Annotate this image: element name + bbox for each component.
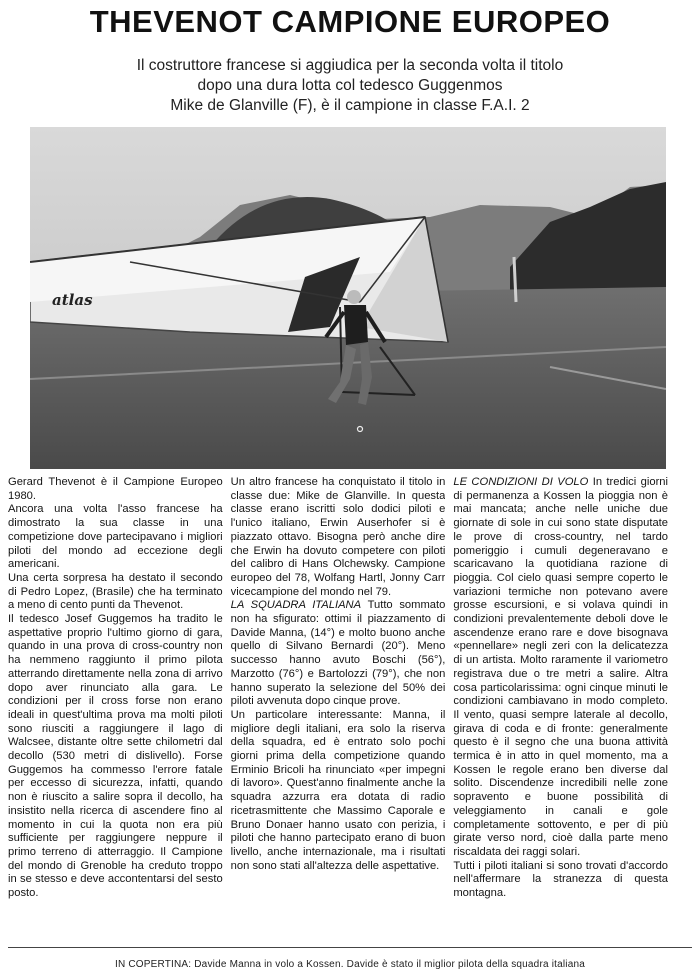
subtitle-line-2: dopo una dura lotta col tedesco Guggenmos [197, 77, 503, 94]
col3-paragraph-text: In tredici giorni di permanenza a Kossen la pioggia non è mai mancata; anche nelle uniche due giornate di sole in cui sono state disputate le prove di cross-country, nel tardo pomeriggio i cumuli degeneravano e scaricavano la quotidiana razione di pioggia. Col cielo quasi sempre coperto le variazioni termiche non potevano avere grosse escursioni, e si volava quindi in condizioni prevalentemente deboli dove le ascendenze erano rare e dove bisognava «pennellare» negli zeri con la delicatezza di un artista. Molto raramente il variometro registrava due o tre metri a salire. Altra cosa particolarissima: ogni cinque minuti le condizioni cambiavano in modo completo. Il vento, quasi sempre laterale al decollo, girava di coda e di fronte: generalmente questo è il segno che una buona attività termica è in atto in quel momento, ma a Kossen le regole erano ben diverse dal solito. Discendenze incredibili nelle zone sopravento e buone possibilità di veleggiamento in canali e gole completamente sottovento, e per di più girate verso nord, cioè dalla parte meno riscaldata dei raggi solari. [453, 476, 669, 858]
col1-paragraph: Gerard Thevenot è il Campione Europeo 1980. [8, 476, 223, 502]
col1-paragraph: Ancora una volta l'asso francese ha dimostrato la sua classe in una competizione dove partecipavano i migliori piloti del mondo ad eccezione degli americani. [8, 503, 223, 571]
col3-paragraph [453, 476, 668, 860]
caption-divider [8, 947, 692, 948]
section-heading-condizioni: LE CONDIZIONI DI VOLO [453, 476, 589, 488]
col2-paragraph: Un particolare interessante: Manna, il migliore degli italiani, era solo la riserva della squadra, ed è entrato solo pochi giorni prima della competizione quando Erminio Bricoli ha rinunciato «per impegni di lavoro». Quest'anno finalmente anche la squadra azzurra era dotata di radio ricetrasmittente che Massimo Caporale e Bruno Donaer hanno usato con perizia, i piloti che hanno partecipato erano di buon livello, anche internazionale, ma i risultati non sono stati all'altezza delle aspettative. [230, 708, 446, 872]
col1-paragraph: Una certa sorpresa ha destato il secondo di Pedro Lopez, (Brasile) che ha terminato a meno di cento punti da Thevenot. [8, 571, 223, 612]
hang-glider-photo [30, 127, 666, 469]
column-1 [8, 476, 223, 936]
cover-caption: IN COPERTINA: Davide Manna in volo a Kossen. Davide è stato il miglior pilota della squadra italiana [114, 959, 586, 970]
col2-paragraph: Un altro francese ha conquistato il titolo in classe due: Mike de Glanville. In questa classe erano iscritti solo dodici piloti e l'unico italiano, Erwin Auserhofer si è piazzato ottavo. Bisogna però anche dire che Erwin ha dovuto competere con piloti del calibro di Hans Olchewsky. Campione europeo del 78, Wolfang Hartl, Jonny Carr vicecampione del mondo nel 79. [230, 476, 446, 598]
section-heading-squadra: LA SQUADRA ITALIANA [230, 599, 362, 612]
col3-paragraph: Tutti i piloti italiani si sono trovati d'accordo nell'affermare la stranezza di questa montagna. [453, 859, 669, 900]
wing-logo-text: atlas [52, 291, 93, 309]
subtitle-line-1: Il costruttore francese si aggiudica per la seconda volta il titolo [136, 57, 564, 74]
subtitle-line-3: Mike de Glanville (F), è il campione in classe F.A.I. 2 [170, 97, 530, 114]
column-2 [231, 476, 446, 936]
col1-paragraph: Il tedesco Josef Guggemos ha tradito le aspettative proprio l'ultimo giorno di gara, quando in una prova di cross-country non ha nemmeno raggiunto il primo pilota atterrando direttamente nella zona di arrivo dopo aver rinunciato alla gara. Le condizioni per il cross forse non erano ideali in quest'ultima prova ma molti piloti sono riusciti a raggiungere il lago di Walcsee, distante oltre sette chilometri dal decollo (530 metri di dislivello). Forse Guggemos ha commesso l'errore fatale per eccesso di sicurezza, infatti, quando non è riuscito a salire sopra il decollo, ha insistito nella ricerca di ascendere fino al momento in cui la quota non era più sufficiente per raggiungere neppure il primo terreno di atterraggio. Il Campione del mondo di Grenoble ha creduto troppo in se stesso e deve accontentarsi del sesto posto. [8, 613, 223, 900]
col2-paragraph [231, 599, 446, 709]
col2-paragraph-text: Tutto sommato non ha sfigurato: ottimi il piazzamento di Davide Manna, (14°) e molto buono anche quello di Silvano Bernardi (20°). Meno successo hanno avuto Boschi (56°), Marzotto (76°) e Bartolozzi (79°), che non hanno superato la selezione del 50% dei piloti avvenuta dopo cinque prove. [230, 599, 446, 708]
column-3 [453, 476, 668, 936]
article-body [8, 476, 668, 936]
subtitle [0, 56, 700, 116]
headline: THEVENOT CAMPIONE EUROPEO [89, 4, 611, 39]
